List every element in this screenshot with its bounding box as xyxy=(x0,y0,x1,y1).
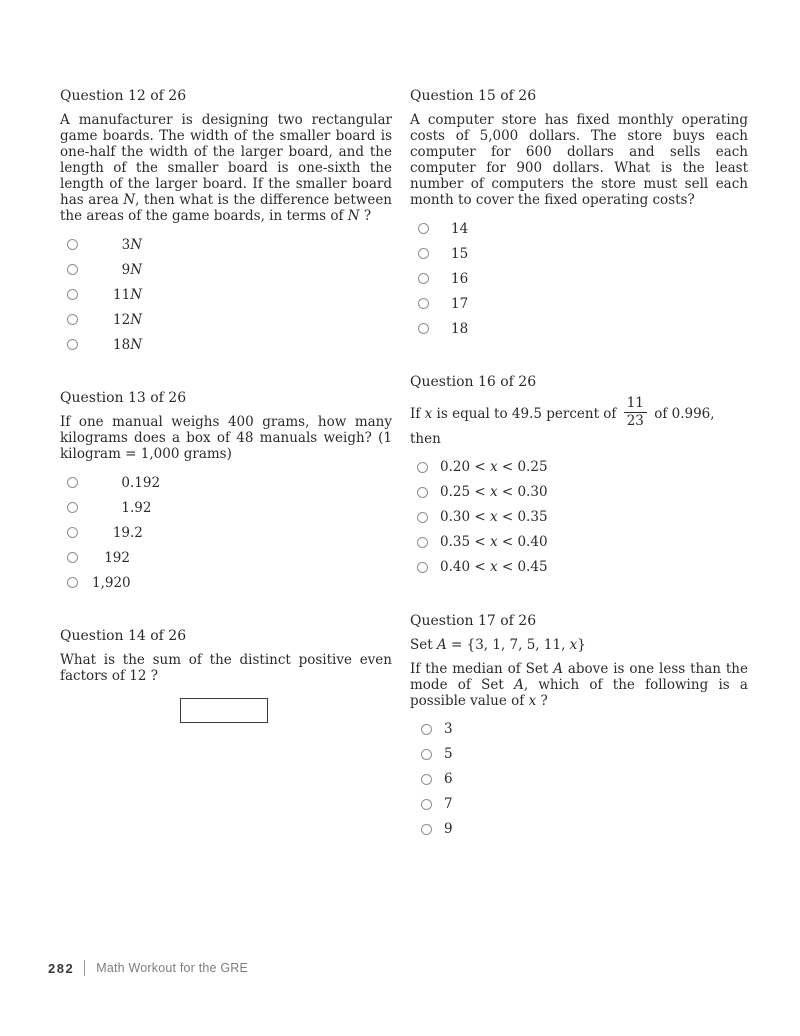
answer-choice[interactable] xyxy=(410,316,748,341)
choice-label: 1,920 xyxy=(92,574,131,591)
choice-label: 12N xyxy=(113,311,142,328)
inline-fraction: $\frac{11}{23}$ xyxy=(624,396,647,429)
radio-button-icon[interactable] xyxy=(67,264,78,275)
choice-label: 11N xyxy=(113,286,142,303)
answer-choice[interactable] xyxy=(410,216,748,241)
question-header: Question 13 of 26 xyxy=(60,390,187,406)
answer-choices xyxy=(60,232,392,357)
choice-label: 9N xyxy=(121,261,142,278)
question-text: If one manual weighs 400 grams, how many kilograms does a box of 48 manuals weigh? (1 kilogram = 1,000 grams) xyxy=(60,414,392,462)
answer-choice[interactable] xyxy=(410,530,748,555)
choice-label: 0.25 < x < 0.30 xyxy=(440,484,548,501)
radio-button-icon[interactable] xyxy=(67,314,78,325)
answer-choice[interactable] xyxy=(60,470,392,495)
radio-button-icon[interactable] xyxy=(421,774,432,785)
question-12 xyxy=(60,88,392,357)
answer-choice[interactable] xyxy=(60,307,392,332)
answer-choice[interactable] xyxy=(410,767,748,792)
left-column xyxy=(60,88,392,756)
answer-choice[interactable] xyxy=(410,555,748,580)
choice-label: 6 xyxy=(444,771,453,788)
question-14 xyxy=(60,628,392,723)
answer-choice[interactable] xyxy=(60,545,392,570)
choice-label: 5 xyxy=(444,746,453,763)
answer-choice[interactable] xyxy=(410,817,748,842)
radio-button-icon[interactable] xyxy=(418,273,429,284)
choice-label: 0.20 < x < 0.25 xyxy=(440,459,548,476)
radio-button-icon[interactable] xyxy=(67,502,78,513)
choice-label: 3 xyxy=(444,721,453,738)
choice-label: 16 xyxy=(451,270,469,287)
choice-label: 192 xyxy=(104,549,130,566)
question-header: Question 15 of 26 xyxy=(410,88,537,104)
radio-button-icon[interactable] xyxy=(67,289,78,300)
answer-choice[interactable] xyxy=(410,241,748,266)
radio-button-icon[interactable] xyxy=(421,724,432,735)
question-text: If x is equal to 49.5 percent of $\frac{11}{23}$ of 0.996, then xyxy=(410,395,715,447)
question-header: Question 14 of 26 xyxy=(60,628,187,644)
question-header: Question 17 of 26 xyxy=(410,612,537,629)
choice-label: 17 xyxy=(451,295,469,312)
radio-button-icon[interactable] xyxy=(67,477,78,488)
radio-button-icon[interactable] xyxy=(67,577,78,588)
choice-label-decimal: .92 xyxy=(130,499,152,516)
question-header: Question 12 of 26 xyxy=(60,88,187,104)
radio-button-icon[interactable] xyxy=(417,462,428,473)
choice-label: 1 xyxy=(121,499,130,516)
answer-choice[interactable] xyxy=(410,505,748,530)
answer-choice[interactable] xyxy=(60,232,392,257)
answer-choice[interactable] xyxy=(410,480,748,505)
answer-choice[interactable] xyxy=(60,495,392,520)
answer-choice[interactable] xyxy=(410,455,748,480)
answer-choice[interactable] xyxy=(410,266,748,291)
choice-label: 9 xyxy=(444,821,453,838)
choice-label: 0.30 < x < 0.35 xyxy=(440,509,548,526)
choice-label: 15 xyxy=(451,245,469,262)
page-number: 282 xyxy=(48,960,75,976)
numeric-entry-box[interactable] xyxy=(180,698,268,723)
radio-button-icon[interactable] xyxy=(417,562,428,573)
question-text: A manufacturer is designing two rectangular game boards. The width of the smaller board is one-half the width of the larger board, and the length of the smaller board is one-sixth the length of the larger board. If the smaller board has area N, then what is the difference between the areas of the game boards, in terms of N ? xyxy=(60,112,393,224)
radio-button-icon[interactable] xyxy=(417,487,428,498)
choice-label: 19 xyxy=(112,524,130,541)
radio-button-icon[interactable] xyxy=(417,537,428,548)
question-header: Question 16 of 26 xyxy=(410,374,537,390)
radio-button-icon[interactable] xyxy=(421,749,432,760)
choice-label: 3N xyxy=(121,236,142,253)
answer-choice[interactable] xyxy=(60,282,392,307)
footer-divider xyxy=(84,960,85,976)
question-17 xyxy=(410,613,748,842)
answer-choices xyxy=(410,455,748,580)
radio-button-icon[interactable] xyxy=(67,527,78,538)
radio-button-icon[interactable] xyxy=(421,824,432,835)
answer-choices xyxy=(410,216,748,341)
answer-choices xyxy=(60,470,392,595)
choice-label: 0.35 < x < 0.40 xyxy=(440,534,548,551)
answer-choice[interactable] xyxy=(410,717,748,742)
radio-button-icon[interactable] xyxy=(418,248,429,259)
choice-label-decimal: .2 xyxy=(130,524,143,541)
radio-button-icon[interactable] xyxy=(417,512,428,523)
answer-choice[interactable] xyxy=(60,570,392,595)
choice-label: 0.40 < x < 0.45 xyxy=(440,559,548,576)
answer-choice[interactable] xyxy=(60,257,392,282)
choice-label: 7 xyxy=(444,796,453,813)
right-column xyxy=(410,88,748,875)
question-text: If the median of Set A above is one less than the mode of Set A, which of the following is a possible value of x ? xyxy=(410,660,748,709)
question-15 xyxy=(410,88,748,341)
choice-label: 18 xyxy=(451,320,469,337)
answer-choice[interactable] xyxy=(410,792,748,817)
question-13 xyxy=(60,390,392,595)
answer-choice[interactable] xyxy=(410,742,748,767)
question-16 xyxy=(410,374,748,580)
question-text: A computer store has fixed monthly operating costs of 5,000 dollars. The store buys each computer for 600 dollars and sells each computer for 900 dollars. What is the least number of computers the store must sell each month to cover the fixed operating costs? xyxy=(410,112,748,208)
radio-button-icon[interactable] xyxy=(418,323,429,334)
radio-button-icon[interactable] xyxy=(67,239,78,250)
answer-choice[interactable] xyxy=(410,291,748,316)
radio-button-icon[interactable] xyxy=(418,298,429,309)
choice-label: 0 xyxy=(121,474,130,491)
answer-choice[interactable] xyxy=(60,332,392,357)
radio-button-icon[interactable] xyxy=(421,799,432,810)
choice-label: 14 xyxy=(451,220,469,237)
radio-button-icon[interactable] xyxy=(67,552,78,563)
radio-button-icon[interactable] xyxy=(67,339,78,350)
radio-button-icon[interactable] xyxy=(418,223,429,234)
question-text: What is the sum of the distinct positive even factors of 12 ? xyxy=(60,652,392,684)
choice-label: 18N xyxy=(113,336,142,353)
answer-choices xyxy=(410,717,748,842)
set-definition: Set A = {3, 1, 7, 5, 11, x} xyxy=(410,636,586,653)
book-title: Math Workout for the GRE xyxy=(96,961,249,975)
answer-choice[interactable] xyxy=(60,520,392,545)
choice-label-decimal: .192 xyxy=(130,474,161,491)
page-footer xyxy=(48,960,248,976)
